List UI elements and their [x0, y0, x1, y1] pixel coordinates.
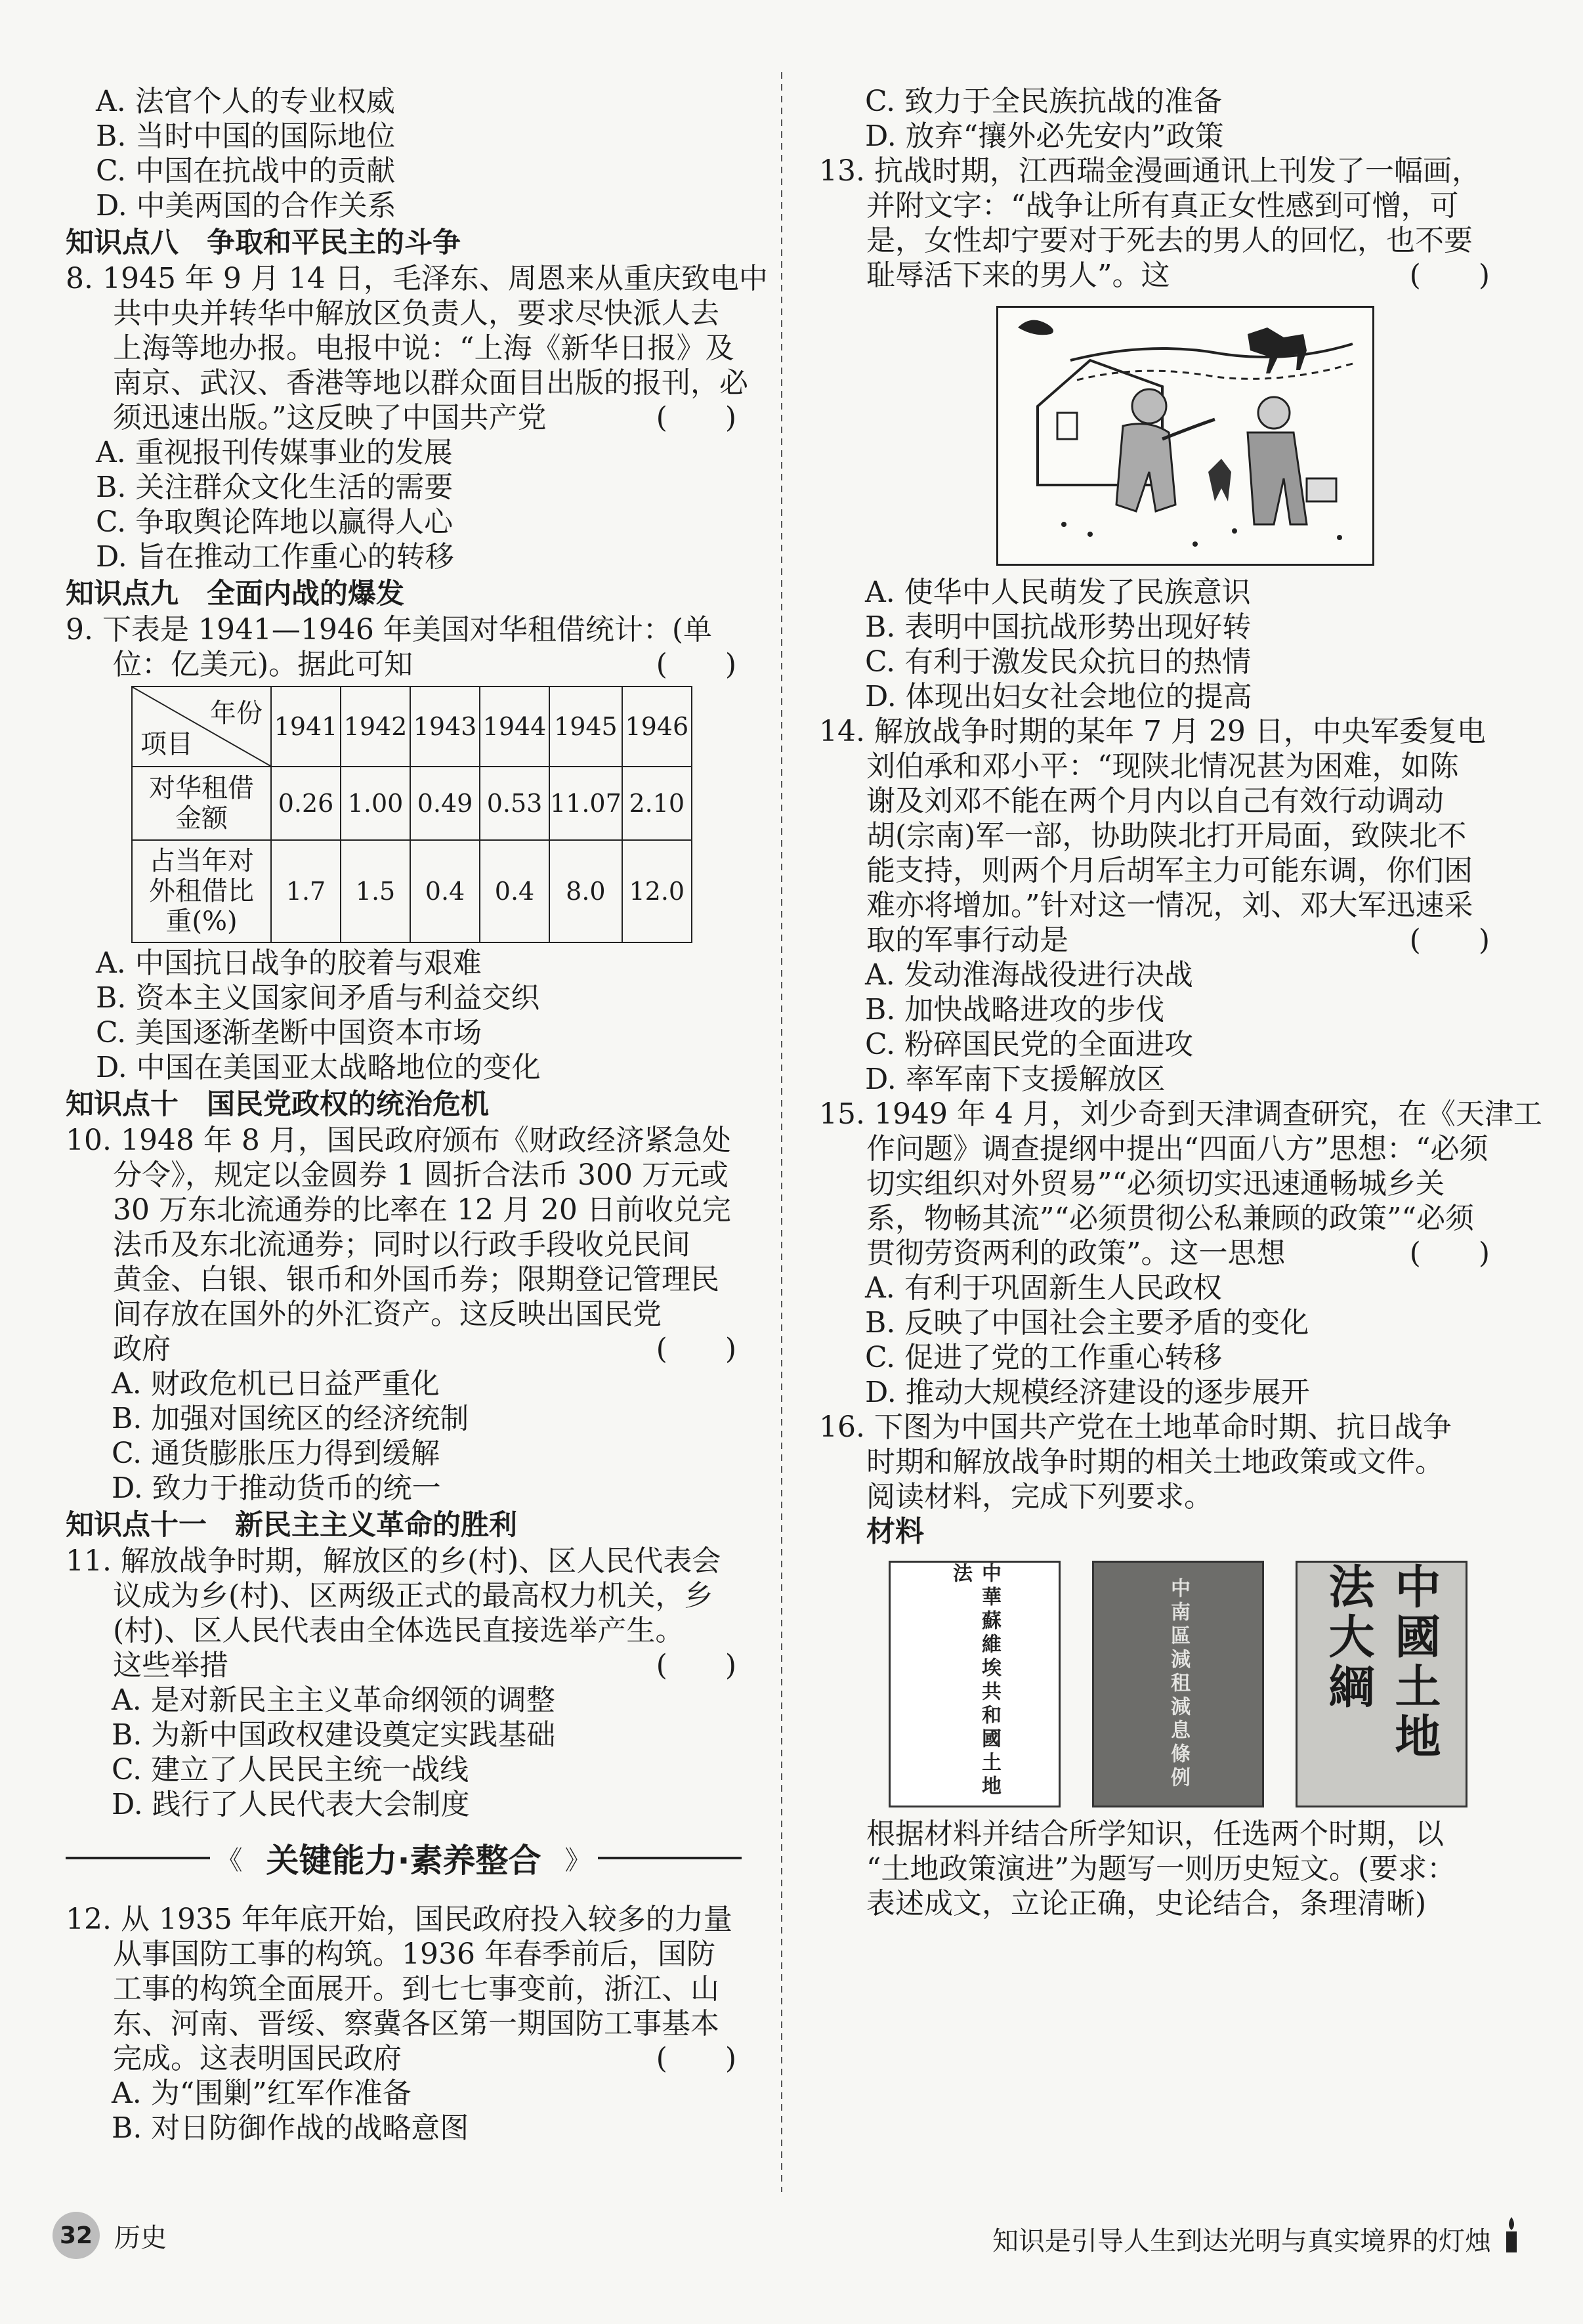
document-photo-soviet-land-law: 中華蘇維埃共和國土地法 [889, 1561, 1061, 1807]
q7-option-c: C. 中国在抗战中的贡献 [96, 154, 396, 188]
q9-option-c: C. 美国逐渐垄断中国资本市场 [96, 1016, 482, 1049]
q13-line: 耻辱活下来的男人”。这 ( ) [866, 259, 1490, 292]
page-number: 32 [53, 2212, 100, 2259]
q10-line: 间存放在国外的外汇资产。这反映出国民党 [113, 1298, 662, 1331]
table-cell: 11.07 [549, 767, 622, 840]
banner-chevron-left-icon: 《 [216, 1845, 243, 1876]
q10-option-a: A. 财政危机已日益严重化 [112, 1367, 440, 1401]
q12-option-c: C. 致力于全民族抗战的准备 [865, 85, 1223, 118]
q14-option-a: A. 发动淮海战役进行决战 [865, 958, 1193, 992]
q12-line: 12. 从 1935 年年底开始，国民政府投入较多的力量 [66, 1903, 732, 1936]
answer-blank[interactable]: ( ) [656, 401, 736, 434]
q13-line: 是，女性却宁要对于死去的男人的回忆，也不要 [866, 224, 1473, 257]
q15-line: 15. 1949 年 4 月，刘少奇到天津调查研究，在《天津工 [819, 1097, 1542, 1131]
q14-line: 取的军事行动是 ( ) [866, 923, 1490, 957]
q10-line: 黄金、白银、银币和外国币券；限期登记管理民 [113, 1263, 719, 1296]
q10-line: 30 万东北流通券的比率在 12 月 20 日前收兑完 [113, 1193, 731, 1227]
q14-line: 难亦将增加。”针对这一情况，刘、邓大军迅速采 [866, 889, 1473, 922]
q14-line: 刘伯承和邓小平：“现陕北情况甚为困难，如陈 [866, 750, 1459, 783]
q8-line: 8. 1945 年 9 月 14 日，毛泽东、周恩来从重庆致电中 [66, 262, 768, 295]
q8-line: 须迅速出版。”这反映了中国共产党 ( ) [113, 401, 736, 434]
year-cell: 1945 [549, 687, 622, 767]
q13-option-c: C. 有利于激发民众抗日的热情 [865, 645, 1252, 679]
q15-line: 切实组织对外贸易”“必须切实迅速通畅城乡关 [866, 1167, 1445, 1200]
q15-option-b: B. 反映了中国社会主要矛盾的变化 [865, 1306, 1309, 1340]
year-cell: 1943 [410, 687, 480, 767]
q10-line: 10. 1948 年 8 月，国民政府颁布《财政经济紧急处 [66, 1124, 731, 1157]
answer-blank[interactable]: ( ) [1409, 259, 1490, 292]
banner-rule-left [66, 1857, 210, 1859]
q14-option-b: B. 加快战略进攻的步伐 [865, 993, 1165, 1026]
q11-option-d: D. 践行了人民代表大会制度 [112, 1788, 470, 1821]
answer-blank[interactable]: ( ) [656, 2042, 736, 2075]
table-cell: 1.5 [341, 840, 410, 942]
q13-option-d: D. 体现出妇女社会地位的提高 [865, 680, 1252, 713]
war-cartoon-illustration [996, 306, 1374, 566]
q10-line: 分令》，规定以金圆券 1 圆折合法币 300 万元或 [113, 1158, 728, 1192]
section-heading-11: 知识点十一 新民主主义革命的胜利 [66, 1509, 517, 1542]
q9-option-b: B. 资本主义国家间矛盾与利益交织 [96, 981, 540, 1015]
q7-option-d: D. 中美两国的合作关系 [96, 189, 396, 222]
q8-line: 南京、武汉、香港等地以群众面目出版的报刊，必 [113, 366, 748, 400]
right-column [819, 84, 1542, 1921]
answer-blank[interactable]: ( ) [656, 1649, 736, 1682]
section-heading-10: 知识点十 国民党政权的统治危机 [66, 1088, 489, 1121]
table-cell: 0.4 [410, 840, 480, 942]
table-cell: 0.26 [271, 767, 341, 840]
left-column [66, 84, 768, 2145]
q10-option-c: C. 通货膨胀压力得到缓解 [112, 1437, 440, 1470]
q8-option-b: B. 关注群众文化生活的需要 [96, 471, 454, 504]
subject-label: 历史 [114, 2222, 167, 2253]
table-cell: 8.0 [549, 840, 622, 942]
document-photo-rent-reduction: 中南區減租減息條例 [1092, 1561, 1264, 1807]
table-cell: 2.10 [622, 767, 692, 840]
footer-motto: 知识是引导人生到达光明与真实境界的灯烛 [992, 2226, 1491, 2256]
land-policy-documents [889, 1561, 1495, 1807]
q14-line: 能支持，则两个月后胡军主力可能东调，你们困 [866, 854, 1473, 887]
table-cell: 1.00 [341, 767, 410, 840]
section-banner [66, 1828, 742, 1888]
q10-line: 政府 ( ) [113, 1332, 736, 1366]
q12-option-b: B. 对日防御作战的战略意图 [112, 2111, 469, 2145]
answer-blank[interactable]: ( ) [1409, 1236, 1490, 1270]
q12-line: 从事国防工事的构筑。1936 年春季前后，国防 [113, 1937, 715, 1971]
q9-option-d: D. 中国在美国亚太战略地位的变化 [96, 1051, 541, 1084]
q15-line: 系，物畅其流”“必须贯彻公私兼顾的政策”“必须 [866, 1202, 1474, 1235]
q16-requirement: 表述成文，立论正确，史论结合，条理清晰) [866, 1887, 1427, 1920]
q11-line: 议成为乡(村)、区两级正式的最高权力机关，乡 [113, 1579, 713, 1613]
section-heading-8: 知识点八 争取和平民主的斗争 [66, 226, 461, 259]
banner-rule-right [598, 1857, 742, 1859]
material-label: 材料 [866, 1515, 924, 1548]
document-photo-land-law-outline: 中國土地法大綱 [1296, 1561, 1467, 1807]
q16-requirement: “土地政策演进”为题写一则历史短文。(要求： [866, 1852, 1456, 1886]
q11-option-a: A. 是对新民主主义革命纲领的调整 [112, 1683, 555, 1717]
q10-option-b: B. 加强对国统区的经济统制 [112, 1402, 469, 1435]
year-cell: 1942 [341, 687, 410, 767]
q10-line: 法币及东北流通券；同时以行政手段收兑民间 [113, 1228, 690, 1261]
q7-option-b: B. 当时中国的国际地位 [96, 119, 396, 153]
q11-option-c: C. 建立了人民民主统一战线 [112, 1753, 469, 1786]
q14-option-d: D. 率军南下支援解放区 [865, 1063, 1166, 1096]
q13-option-b: B. 表明中国抗战形势出现好转 [865, 610, 1252, 644]
q12-option-d: D. 放弃“攘外必先安内”政策 [865, 119, 1224, 153]
q15-option-a: A. 有利于巩固新生人民政权 [865, 1271, 1222, 1305]
q11-line: 11. 解放战争时期，解放区的乡(村)、区人民代表会 [66, 1544, 721, 1578]
q10-option-d: D. 致力于推动货币的统一 [112, 1471, 441, 1505]
q9-option-a: A. 中国抗日战争的胶着与艰难 [96, 946, 482, 980]
year-cell: 1946 [622, 687, 692, 767]
table-cell: 0.49 [410, 767, 480, 840]
answer-blank[interactable]: ( ) [656, 648, 736, 681]
row-label-share: 占当年对 外租借比 重(%) [132, 840, 271, 942]
q11-line: 这些举措 ( ) [113, 1649, 736, 1682]
table-cell: 1.7 [271, 840, 341, 942]
banner-chevron-right-icon: 》 [564, 1845, 591, 1876]
q14-line: 胡(宗南)军一部，协助陕北打开局面，致陕北不 [866, 819, 1467, 853]
footer-left [53, 2212, 167, 2259]
q12-line: 完成。这表明国民政府 ( ) [113, 2042, 736, 2075]
table-cell: 0.4 [480, 840, 549, 942]
row-label-amount: 对华租借 金额 [132, 767, 271, 840]
section-heading-9: 知识点九 全面内战的爆发 [66, 578, 404, 610]
q8-option-c: C. 争取舆论阵地以赢得人心 [96, 505, 454, 539]
q11-option-b: B. 为新中国政权建设奠定实践基础 [112, 1718, 556, 1752]
q16-line: 16. 下图为中国共产党在土地革命时期、抗日战争 [819, 1410, 1452, 1444]
q8-option-d: D. 旨在推动工作重心的转移 [96, 540, 454, 574]
header-year-label: 年份 [210, 698, 263, 729]
q11-line: (村)、区人民代表由全体选民直接选举产生。 [113, 1614, 685, 1647]
year-cell: 1941 [271, 687, 341, 767]
q13-option-a: A. 使华中人民萌发了民族意识 [865, 576, 1251, 609]
q13-line: 13. 抗战时期，江西瑞金漫画通讯上刊发了一幅画， [819, 154, 1481, 188]
answer-blank[interactable]: ( ) [1409, 923, 1490, 957]
q8-line: 共中央并转华中解放区负责人，要求尽快派人去 [113, 297, 719, 330]
table-diagonal-header [132, 687, 271, 767]
q9-line: 9. 下表是 1941—1946 年美国对华租借统计：(单 [66, 613, 713, 646]
q16-line: 时期和解放战争时期的相关土地政策或文件。 [866, 1445, 1444, 1479]
q16-line: 阅读材料，完成下列要求。 [866, 1480, 1213, 1513]
q8-line: 上海等地办报。电报中说：“上海《新华日报》及 [113, 331, 734, 365]
q15-option-c: C. 促进了党的工作重心转移 [865, 1341, 1223, 1374]
q12-option-a: A. 为“围剿”红军作准备 [112, 2077, 412, 2110]
q15-line: 贯彻劳资两利的政策”。这一思想 ( ) [866, 1236, 1490, 1270]
table-cell: 12.0 [622, 840, 692, 942]
q15-option-d: D. 推动大规模经济建设的逐步展开 [865, 1376, 1310, 1409]
q14-line: 14. 解放战争时期的某年 7 月 29 日，中央军委复电 [819, 715, 1486, 748]
q16-requirement: 根据材料并结合所学知识，任选两个时期，以 [866, 1817, 1444, 1851]
year-cell: 1944 [480, 687, 549, 767]
q15-line: 作问题》调查提纲中提出“四面八方”思想：“必须 [866, 1132, 1488, 1166]
banner-title: 关键能力·素养整合 [266, 1842, 541, 1880]
q14-line: 谢及刘邓不能在两个月内以自己有效行动调动 [866, 784, 1444, 818]
header-item-label: 项目 [140, 729, 193, 759]
lend-lease-table [131, 686, 692, 943]
candle-icon [1500, 2216, 1523, 2262]
cartoon-drawing [998, 308, 1372, 564]
q9-line: 位：亿美元)。据此可知 ( ) [113, 648, 736, 681]
footer-right [992, 2216, 1523, 2262]
q7-option-a: A. 法官个人的专业权威 [96, 85, 395, 118]
q12-line: 工事的构筑全面展开。到七七事变前，浙江、山 [113, 1972, 719, 2006]
q14-option-c: C. 粉碎国民党的全面进攻 [865, 1028, 1194, 1061]
answer-blank[interactable]: ( ) [656, 1332, 736, 1366]
q12-line: 东、河南、晋绥、察冀各区第一期国防工事基本 [113, 2007, 719, 2040]
table-cell: 0.53 [480, 767, 549, 840]
q8-option-a: A. 重视报刊传媒事业的发展 [96, 436, 453, 469]
column-divider [781, 72, 782, 2192]
q13-line: 并附文字：“战争让所有真正女性感到可憎，可 [866, 189, 1459, 222]
